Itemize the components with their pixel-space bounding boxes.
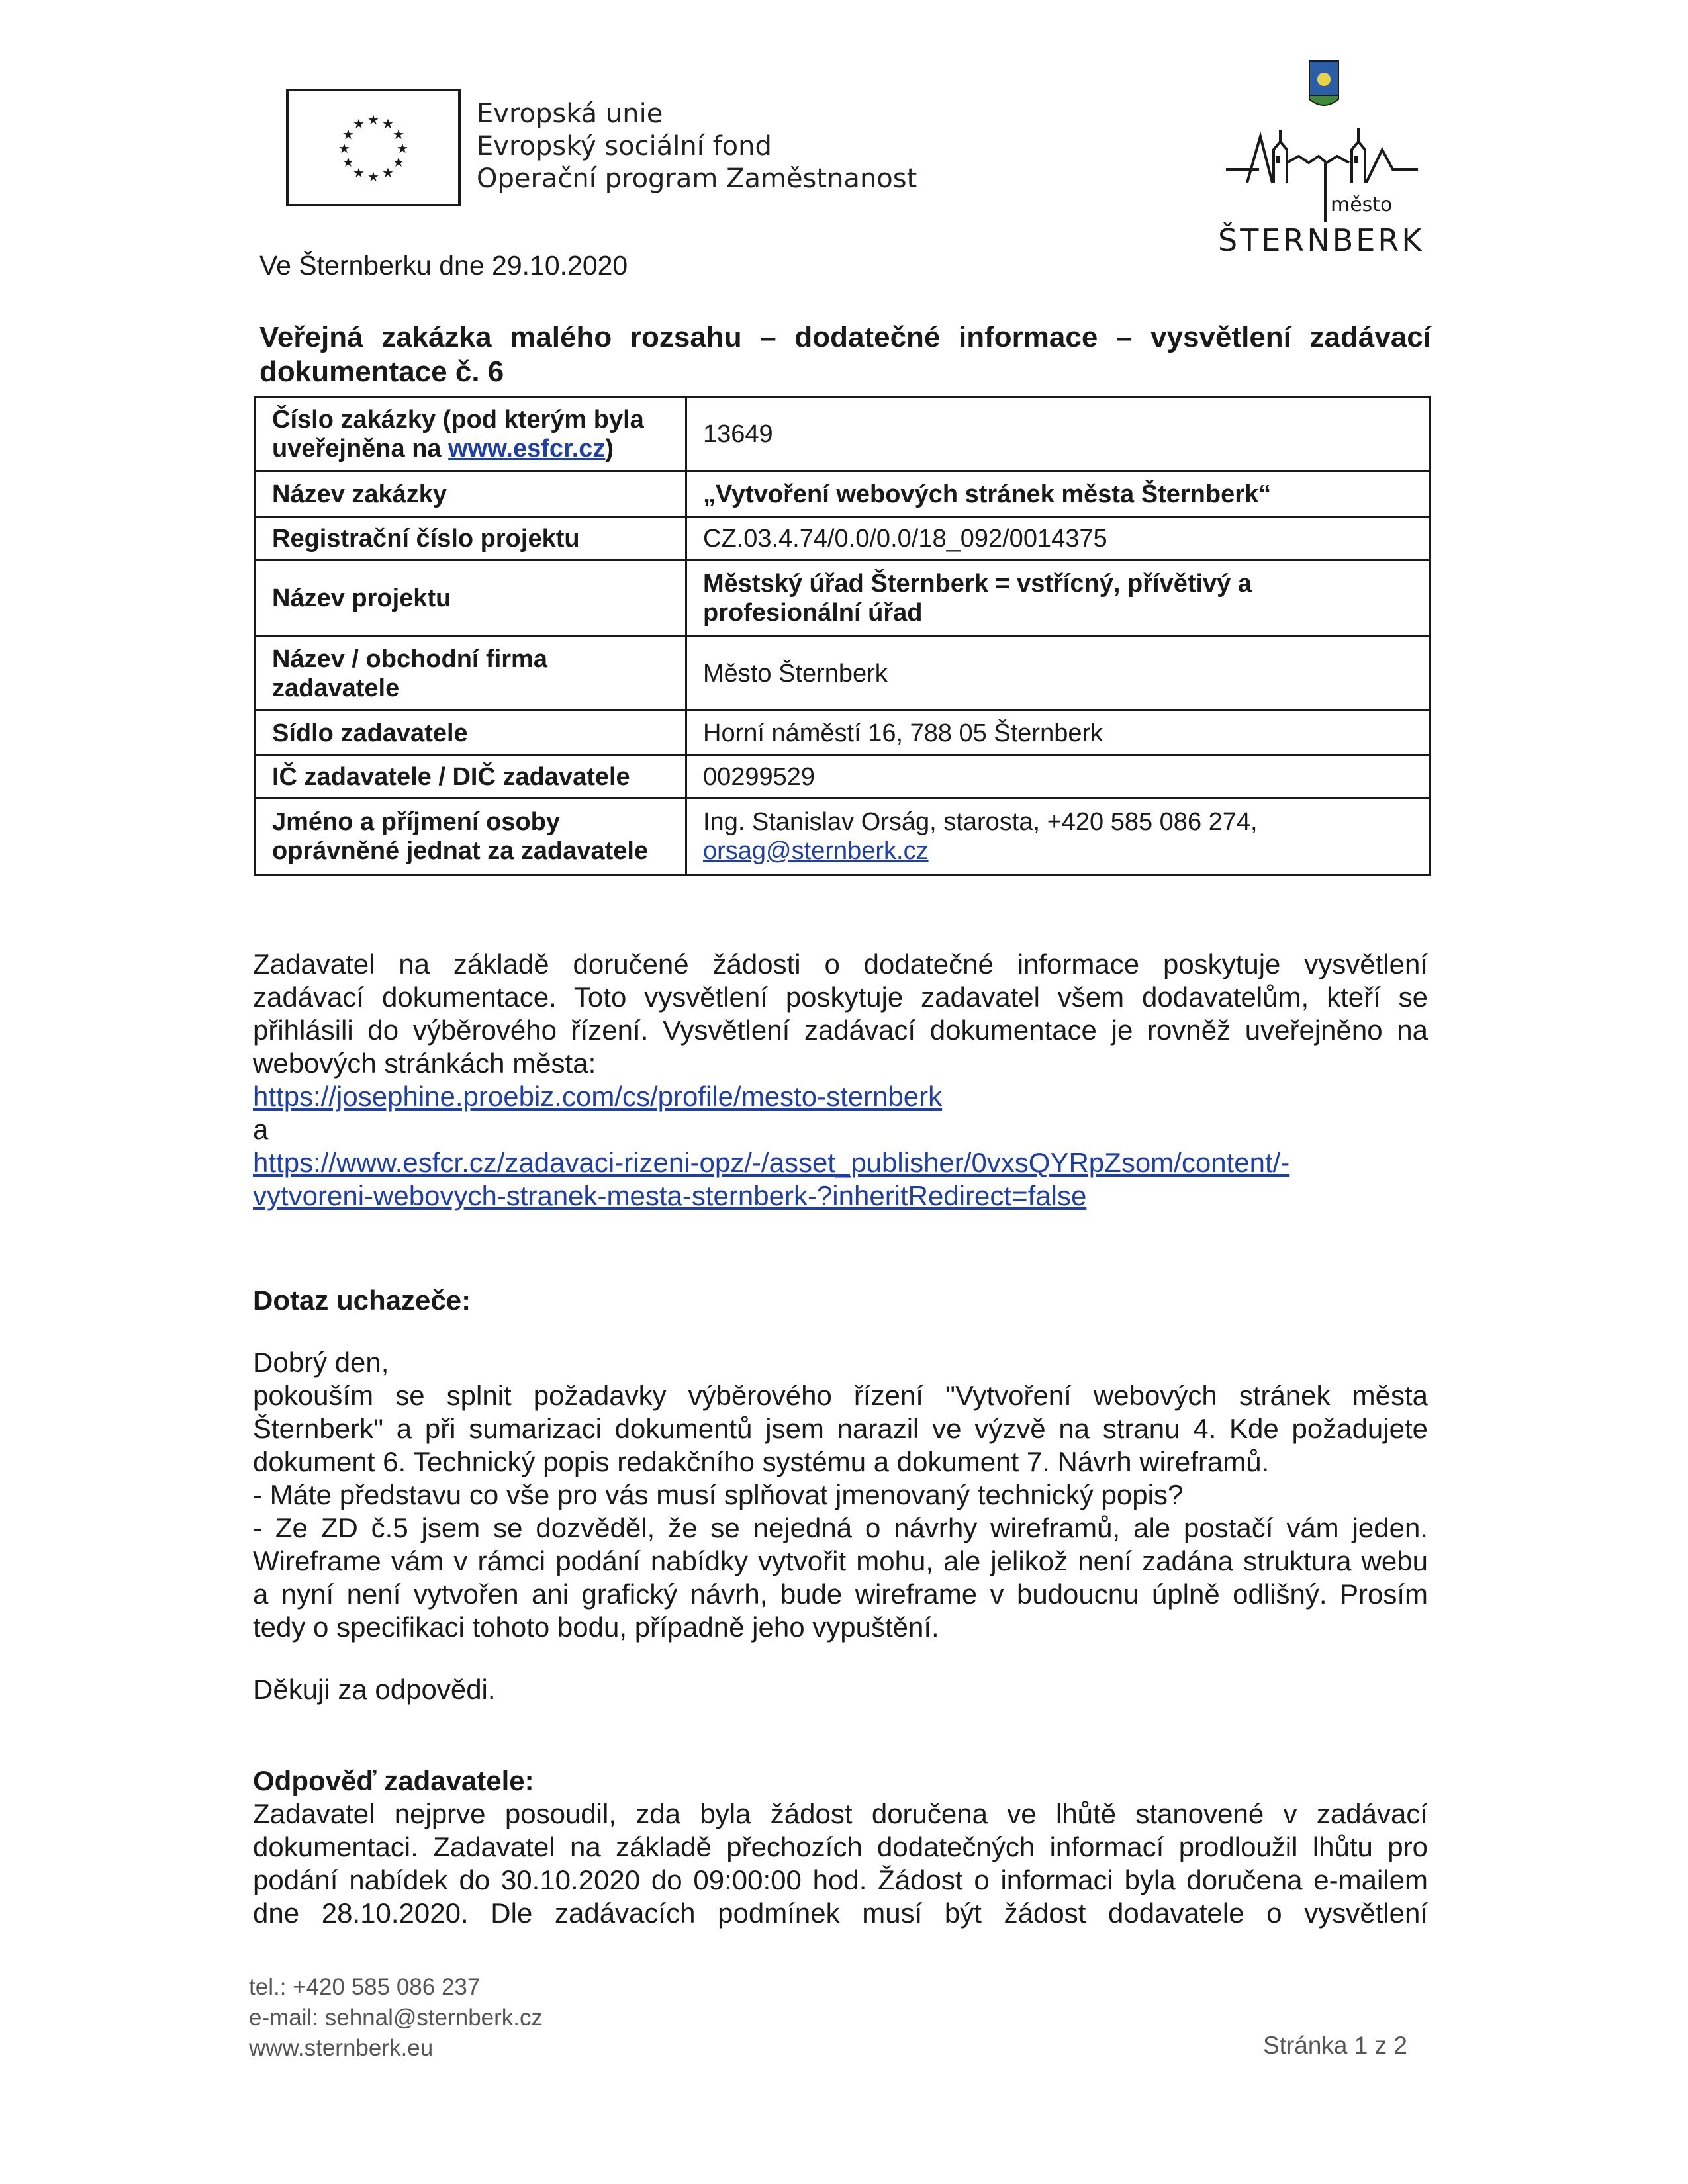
contract-name-value: „Vytvoření webových stránek města Šternberk“ — [686, 471, 1430, 518]
esfcr-detail-link-line-2[interactable]: vytvoreni-webovych-stranek-mesta-sternberk-?inheritRedirect=false — [253, 1180, 1087, 1211]
city-skyline-icon — [1219, 57, 1425, 222]
contracting-authority-value: Město Šternberk — [686, 637, 1430, 711]
question-line: a nyní není vytvořen ani grafický návrh, bude wireframe v budoucnu úplně odlišný. Prosím — [253, 1578, 1428, 1610]
eu-logo — [286, 89, 461, 206]
place-date: Ve Šternberku dne 29.10.2020 — [259, 250, 628, 281]
contract-name-label: Název zakázky — [256, 471, 686, 518]
footer-email: e-mail: sehnal@sternberk.cz — [249, 2005, 543, 2030]
svg-text:★: ★ — [393, 126, 404, 142]
eu-stars-icon — [289, 91, 458, 204]
josephine-link[interactable]: https://josephine.proebiz.com/cs/profile/mesto-sternberk — [253, 1081, 943, 1112]
question-thanks: Děkuji za odpovědi. — [253, 1674, 496, 1705]
eu-line-3: Operační program Zaměstnanost — [477, 163, 917, 194]
intro-line: Zadavatel na základě doručené žádosti o dodatečné informace poskytuje vysvětlení — [253, 948, 1428, 979]
table-key — [256, 397, 686, 471]
intro-paragraph — [253, 948, 1428, 1212]
question-line: - Máte představu co vše pro vás musí splňovat jmenovaný technický popis? — [253, 1479, 1184, 1510]
table-row — [256, 637, 1430, 711]
svg-text:★: ★ — [342, 126, 354, 142]
city-name: ŠTERNBERK — [1218, 222, 1425, 258]
question-line: pokouším se splnit požadavky výběrového řízení "Vytvoření webových stránek města — [253, 1380, 1428, 1411]
contract-number-label: Číslo zakázky — [272, 405, 436, 433]
table-row — [256, 560, 1430, 637]
table-row — [256, 397, 1430, 471]
contract-number-label-rest: (pod kterým byla uveřejněna na — [272, 405, 644, 463]
authorized-person-label: Jméno a příjmení osoby oprávněné jednat za zadavatele — [256, 798, 686, 875]
esfcr-detail-link-line-1[interactable]: https://www.esfcr.cz/zadavaci-rizeni-opz/-/asset_publisher/0vxsQYRpZsom/content/- — [253, 1147, 1290, 1178]
project-reg-value: CZ.03.4.74/0.0/0.0/18_092/0014375 — [686, 518, 1430, 560]
eu-program-text — [477, 98, 917, 195]
project-reg-label: Registrační číslo projektu — [256, 518, 686, 560]
footer-phone: tel.: +420 585 086 237 — [249, 1974, 481, 2000]
authorized-person-text: Ing. Stanislav Orság, starosta, +420 585 086 274, — [703, 807, 1258, 836]
authorized-person-value — [686, 798, 1430, 875]
project-name-label: Název projektu — [256, 560, 686, 637]
intro-line: přihlásili do výběrového řízení. Vysvětlení zadávací dokumentace je rovněž uveřejněno na — [253, 1015, 1428, 1046]
footer-web: www.sternberk.eu — [249, 2035, 434, 2061]
svg-text:★: ★ — [397, 140, 408, 156]
table-row — [256, 711, 1430, 756]
answer-line: Zadavatel nejprve posoudil, zda byla žádost doručena ve lhůtě stanovené v zadávací — [253, 1798, 1428, 1829]
question-section — [253, 1284, 1428, 1706]
intro-line: webových stránkách města: — [253, 1048, 596, 1079]
question-line: dokument 6. Technický popis redakčního systému a dokument 7. Návrh wireframů. — [253, 1446, 1270, 1477]
svg-text:★: ★ — [382, 165, 394, 181]
svg-text:★: ★ — [382, 116, 394, 132]
svg-text:★: ★ — [367, 112, 379, 128]
table-row — [256, 518, 1430, 560]
svg-text:★: ★ — [353, 165, 365, 181]
spacer — [253, 1317, 1428, 1346]
answer-section — [253, 1764, 1428, 1930]
question-line: - Ze ZD č.5 jsem se dozvěděl, že se nejedná o návrhy wireframů, ale postačí vám jeden. — [253, 1512, 1428, 1543]
question-greeting: Dobrý den, — [253, 1347, 389, 1378]
orsag-email-link[interactable]: orsag@sternberk.cz — [703, 837, 929, 865]
title-line-2: dokumentace č. 6 — [259, 355, 504, 388]
answer-line: podání nabídek do 30.10.2020 do 09:00:00 hod. Žádost o informaci byla doručena e-mailem — [253, 1864, 1428, 1895]
svg-text:★: ★ — [393, 154, 404, 170]
eu-line-2: Evropský sociální fond — [477, 131, 772, 161]
answer-line: dne 28.10.2020. Dle zadávacích podmínek musí být žádost dodavatele o vysvětlení — [253, 1897, 1428, 1929]
intro-line: zadávací dokumentace. Toto vysvětlení poskytuje zadavatel všem dodavatelům, kteří se — [253, 981, 1428, 1013]
question-line: Šternberk" a při sumarizaci dokumentů jsem narazil ve výzvě na stranu 4. Kde požadujete — [253, 1413, 1428, 1444]
seat-label: Sídlo zadavatele — [256, 711, 686, 756]
svg-text:★: ★ — [342, 154, 354, 170]
contracting-authority-label: Název / obchodní firma zadavatele — [256, 637, 686, 711]
svg-text:★: ★ — [353, 116, 365, 132]
spacer — [253, 1644, 1428, 1673]
eu-line-1: Evropská unie — [477, 99, 663, 129]
question-line: Wireframe vám v rámci podání nabídky vytvořit mohu, ale jelikož není zadána struktura webu — [253, 1545, 1428, 1576]
answer-line: dokumentaci. Zadavatel na základě přechozích dodatečných informací prodloužil lhůtu pro — [253, 1831, 1428, 1862]
ic-dic-value: 00299529 — [686, 756, 1430, 798]
title-line-1: Veřejná zakázka malého rozsahu – dodatečné informace – vysvětlení zadávací — [259, 321, 1431, 353]
contract-number-label-end: ) — [605, 434, 614, 463]
esfcr-link[interactable]: www.esfcr.cz — [448, 434, 606, 463]
project-name-value: Městský úřad Šternberk = vstřícný, přívětivý a profesionální úřad — [686, 560, 1430, 637]
question-line: tedy o specifikaci tohoto bodu, případně jeho vypuštění. — [253, 1612, 939, 1643]
table-row — [256, 798, 1430, 875]
svg-text:★: ★ — [338, 140, 350, 156]
table-row — [256, 471, 1430, 518]
ic-dic-label: IČ zadavatele / DIČ zadavatele — [256, 756, 686, 798]
page-number: Stránka 1 z 2 — [1263, 2032, 1408, 2059]
and-word: a — [253, 1114, 269, 1145]
footer-contact — [249, 1972, 543, 2064]
contract-info-table — [254, 396, 1431, 876]
question-heading: Dotaz uchazeče: — [253, 1285, 471, 1316]
city-label-small: město — [1331, 193, 1393, 216]
contract-number-value: 13649 — [686, 397, 1430, 471]
table-row — [256, 756, 1430, 798]
document-title — [259, 320, 1431, 389]
svg-text:★: ★ — [367, 169, 379, 185]
answer-heading: Odpověď zadavatele: — [253, 1765, 534, 1796]
seat-value: Horní náměstí 16, 788 05 Šternberk — [686, 711, 1430, 756]
